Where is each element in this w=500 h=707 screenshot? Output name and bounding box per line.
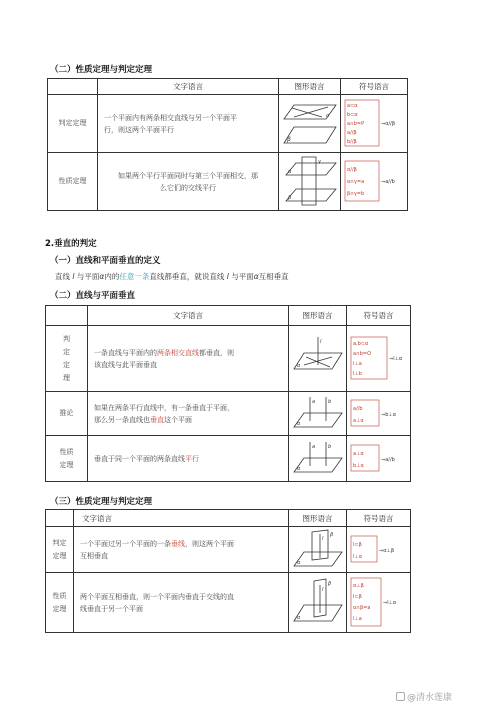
svg-text:a⊥α: a⊥α	[352, 417, 364, 424]
svg-text:a⊥α: a⊥α	[352, 450, 364, 457]
row-label: 判 定 定 理	[46, 326, 88, 392]
svg-text:α∩γ=a: α∩γ=a	[347, 178, 365, 185]
svg-text:⇒l⊥α: ⇒l⊥α	[382, 599, 396, 606]
svg-text:⇒b⊥α: ⇒b⊥α	[380, 411, 396, 418]
svg-text:⇒l⊥α: ⇒l⊥α	[388, 355, 402, 362]
svg-text:l⊥a: l⊥a	[352, 360, 362, 367]
plane-perpendicular-property-figure	[292, 577, 344, 627]
header-blank	[48, 79, 98, 95]
header-figure-language: 图形语言	[289, 510, 347, 527]
symbol-cell	[347, 527, 411, 573]
svg-text:β: β	[327, 580, 331, 587]
svg-text:α//β: α//β	[347, 166, 357, 173]
svg-text:l⊥a: l⊥a	[352, 615, 362, 622]
svg-text:β: β	[287, 194, 291, 201]
symbol-cell	[347, 326, 411, 392]
header-figure-language: 图形语言	[279, 79, 341, 95]
svg-text:α: α	[296, 465, 300, 472]
theorem-table-parallel	[47, 78, 408, 211]
svg-text:l: l	[319, 338, 321, 345]
row-text: 两个平面互相垂直，则一个平面内垂直于交线的直 线垂直于另一个平面	[74, 573, 289, 633]
svg-text:α: α	[325, 112, 329, 119]
header-blank	[46, 306, 88, 326]
svg-text:l⊥α: l⊥α	[352, 553, 362, 560]
svg-text:α∩β=a: α∩β=a	[352, 604, 370, 611]
figure-cell	[279, 95, 341, 153]
row-text: 如果两个平行平面同时与第三个平面相交，那 么它们的交线平行	[98, 153, 279, 211]
symbol-cell	[347, 436, 411, 482]
symbol-block-corollary	[349, 398, 409, 428]
svg-text:⇒a//b: ⇒a//b	[380, 456, 395, 463]
symbol-block-parallel-property	[343, 159, 405, 203]
symbol-block-parallel-criterion	[343, 98, 405, 148]
highlight-perpendicular: 垂直	[150, 415, 164, 424]
symbol-block-line-perp-property	[349, 443, 409, 473]
figure-cell	[289, 392, 347, 436]
svg-text:γ: γ	[317, 158, 321, 165]
row-label: 性质 定理	[46, 436, 88, 482]
svg-text:b⊥α: b⊥α	[352, 462, 364, 469]
line-perpendicular-plane-figure	[292, 335, 344, 381]
symbol-block-plane-perp-criterion	[349, 534, 409, 564]
section3-heading: （三）性质定理与判定定理	[50, 497, 153, 507]
property-figure	[292, 438, 344, 478]
svg-text:⇒α⊥β: ⇒α⊥β	[378, 547, 394, 554]
symbol-block-plane-perp-property	[349, 576, 409, 628]
svg-text:l⊥b: l⊥b	[352, 370, 362, 377]
svg-text:a//β: a//β	[347, 129, 357, 136]
theorem-table-line-perpendicular	[45, 305, 411, 482]
row-label: 判定定理	[48, 95, 98, 153]
svg-text:a∩b=O: a∩b=O	[352, 350, 371, 357]
svg-text:a∩b=P: a∩b=P	[347, 120, 365, 127]
row-text: 一条直线与平面内的两条相交直线都垂直，则 该直线与此平面垂直	[88, 326, 289, 392]
definition-line: 直线 l 与平面α内的任意一条直线都垂直，就说直线 l 与平面α互相垂直	[55, 272, 289, 281]
line-plane-subheading: （二）直线与平面垂直	[50, 291, 136, 301]
header-text-language: 文字语言	[88, 306, 289, 326]
header-symbol-language: 符号语言	[347, 510, 411, 527]
svg-text:α: α	[296, 559, 300, 566]
row-text: 如果在两条平行直线中，有一条垂直于平面， 那么另一条直线也垂直这个平面	[88, 392, 289, 436]
svg-text:l⊂β: l⊂β	[352, 593, 362, 600]
symbol-cell	[347, 573, 411, 633]
svg-text:l⊂β: l⊂β	[352, 541, 362, 548]
corollary-figure	[292, 393, 344, 433]
svg-text:a//b: a//b	[352, 405, 363, 412]
svg-text:α: α	[296, 420, 300, 427]
row-text: 垂直于同一个平面的两条直线平行	[88, 436, 289, 482]
figure-cell	[289, 527, 347, 573]
symbol-cell	[341, 153, 408, 211]
svg-text:a: a	[311, 398, 315, 405]
svg-text:a: a	[311, 443, 315, 450]
header-blank	[46, 510, 74, 527]
svg-text:a,b⊂α: a,b⊂α	[352, 340, 368, 347]
row-label: 性质定理	[48, 153, 98, 211]
svg-text:l: l	[321, 535, 323, 542]
header-text-language: 文字语言	[98, 79, 279, 95]
plane-perpendicular-criterion-figure	[292, 528, 344, 570]
definition-subheading: （一）直线和平面垂直的定义	[50, 256, 161, 266]
svg-text:α: α	[296, 362, 300, 369]
svg-text:a⊂α: a⊂α	[347, 102, 358, 109]
svg-text:b: b	[327, 398, 331, 405]
watermark: @清水莲康	[396, 690, 452, 703]
two-planes-parallel-figure	[282, 99, 338, 147]
svg-text:b//β: b//β	[347, 138, 357, 145]
svg-text:l: l	[321, 586, 323, 593]
figure-cell	[289, 326, 347, 392]
svg-text:b⊂α: b⊂α	[347, 111, 358, 118]
figure-cell	[289, 436, 347, 482]
section1-heading: （二）性质定理与判定定理	[50, 65, 153, 75]
symbol-cell	[341, 95, 408, 153]
camera-icon	[396, 692, 405, 701]
theorem-table-plane-perpendicular	[45, 509, 411, 633]
row-label: 判定 定理	[46, 527, 74, 573]
three-planes-intersect-figure	[282, 155, 338, 207]
svg-text:α: α	[296, 614, 300, 621]
row-label: 推论	[46, 392, 88, 436]
highlight-two-intersecting-lines: 两条相交直线	[157, 348, 199, 357]
svg-text:β∩γ=b: β∩γ=b	[347, 190, 365, 197]
symbol-block-line-perp-criterion	[349, 335, 409, 381]
svg-text:b: b	[327, 443, 331, 450]
figure-cell	[279, 153, 341, 211]
highlight-parallel: 平行	[185, 454, 199, 463]
row-label: 性质 定理	[46, 573, 74, 633]
header-symbol-language: 符号语言	[347, 306, 411, 326]
svg-text:β: β	[329, 531, 333, 538]
header-text-language: 文字语言	[74, 510, 289, 527]
header-symbol-language: 符号语言	[341, 79, 408, 95]
svg-text:α: α	[287, 168, 291, 175]
figure-cell	[289, 573, 347, 633]
symbol-cell	[347, 392, 411, 436]
svg-text:⇒α//β: ⇒α//β	[381, 120, 396, 127]
svg-text:⇒a//b: ⇒a//b	[381, 178, 395, 185]
highlight-perpendicular-line: 垂线	[171, 539, 185, 548]
svg-text:β: β	[286, 135, 291, 143]
row-text: 一个平面内有两条相交直线与另一个平面平 行，则这两个平面平行	[98, 95, 279, 153]
svg-text:α⊥β: α⊥β	[352, 582, 364, 589]
header-figure-language: 图形语言	[289, 306, 347, 326]
section2-heading: 2.垂直的判定	[45, 239, 97, 249]
row-text: 一个平面过另一个平面的一条垂线，则这两个平面 互相垂直	[74, 527, 289, 573]
highlight-any: 任意一条	[119, 272, 150, 281]
